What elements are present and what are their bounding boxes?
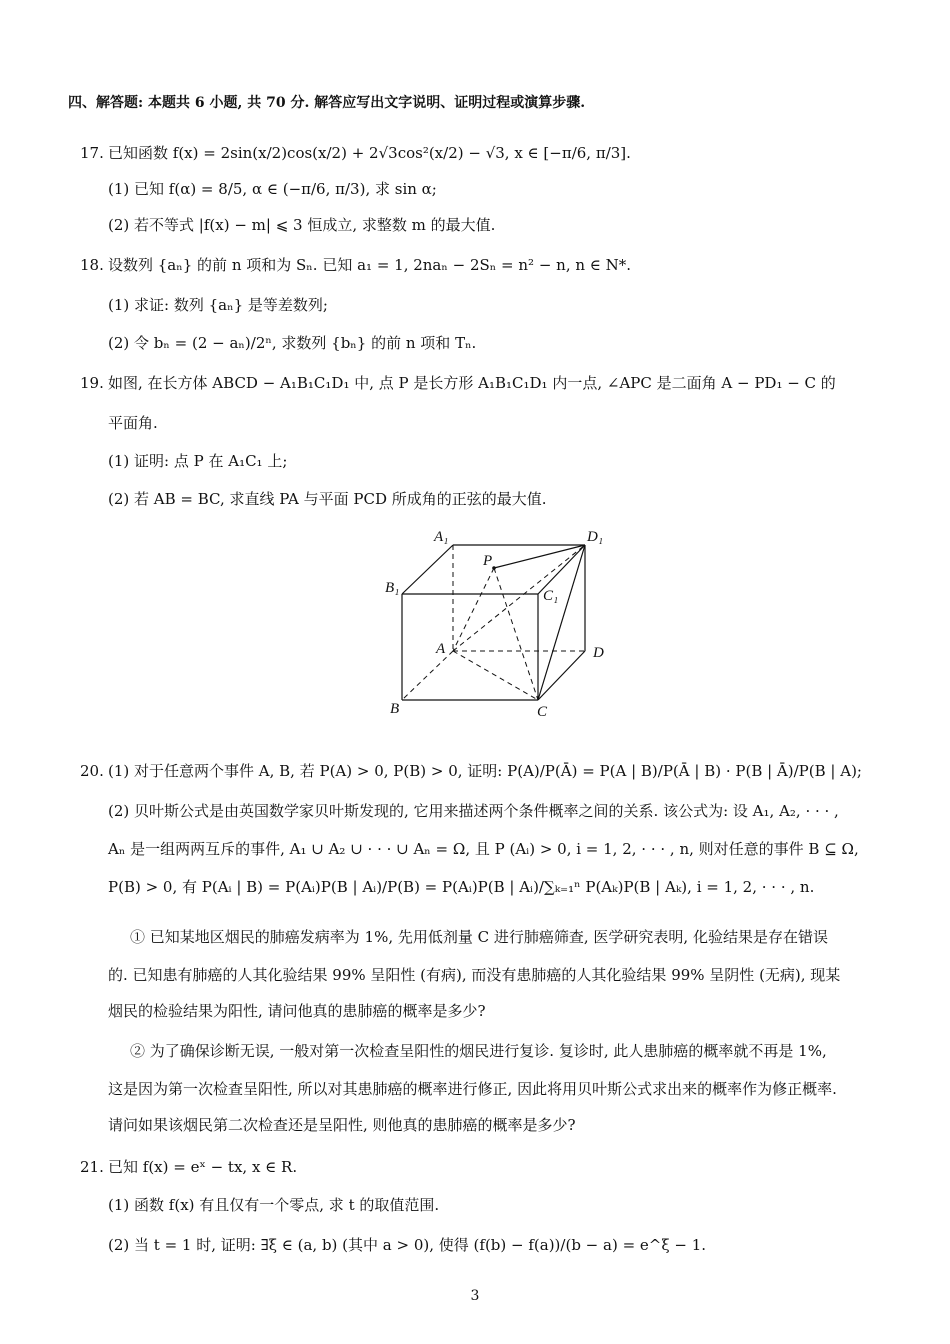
label-d: D xyxy=(593,645,604,661)
problem-20-part-1: (1) 对于任意两个事件 A, B, 若 P(A) > 0, P(B) > 0, 证明: P(A)/P(Ā) = P(A | B)/P(Ā | B) · P(B | Ā)/P(B | A); xyxy=(108,762,862,780)
problem-20-part-2-line2: Aₙ 是一组两两互斥的事件, A₁ ∪ A₂ ∪ · · · ∪ Aₙ = Ω, 且 P (Aᵢ) > 0, i = 1, 2, · · · , n, 则对任意的事件 B ⊆ Ω, xyxy=(108,840,859,858)
edge-d1-c xyxy=(538,545,585,700)
problem-19-stem-line1: 如图, 在长方体 ABCD − A₁B₁C₁D₁ 中, 点 P 是长方形 A₁B₁C₁D₁ 内一点, ∠APC 是二面角 A − PD₁ − C 的 xyxy=(108,374,836,392)
problem-20-part-2-line1: (2) 贝叶斯公式是由英国数学家贝叶斯发现的, 它用来描述两个条件概率之间的关系. 该公式为: 设 A₁, A₂, · · · , xyxy=(108,802,839,820)
problem-19-number: 19. xyxy=(80,374,104,392)
problem-19-part-2: (2) 若 AB = BC, 求直线 PA 与平面 PCD 所成角的正弦的最大值. xyxy=(108,490,547,508)
problem-20-sub-2-line3: 请问如果该烟民第二次检查还是呈阳性, 则他真的患肺癌的概率是多少? xyxy=(108,1116,576,1134)
label-a: A xyxy=(436,641,446,657)
problem-17-stem: 已知函数 f(x) = 2sin(x/2)cos(x/2) + 2√3cos²(x/2) − √3, x ∈ [−π/6, π/3]. xyxy=(108,144,631,162)
edge-a-b xyxy=(402,651,453,700)
problem-20-sub-1-line2: 的. 已知患有肺癌的人其化验结果 99% 呈阳性 (有病), 而没有患肺癌的人其化验结果 99% 呈阴性 (无病), 现某 xyxy=(108,966,841,984)
problem-20-sub-1-line3: 烟民的检验结果为阳性, 请问他真的患肺癌的概率是多少? xyxy=(108,1002,486,1020)
edge-p-a xyxy=(453,568,494,651)
problem-19-part-1: (1) 证明: 点 P 在 A₁C₁ 上; xyxy=(108,452,288,470)
problem-17-part-1: (1) 已知 f(α) = 8/5, α ∈ (−π/6, π/3), 求 sin α; xyxy=(108,180,437,198)
label-c: C xyxy=(537,704,548,720)
section-header: 四、解答题: 本题共 6 小题, 共 70 分. 解答应写出文字说明、证明过程或演算步骤. xyxy=(68,95,586,111)
problem-21-stem: 已知 f(x) = eˣ − tx, x ∈ R. xyxy=(108,1158,298,1176)
problem-18-part-1: (1) 求证: 数列 {aₙ} 是等差数列; xyxy=(108,296,328,314)
page-number: 3 xyxy=(470,1288,480,1304)
problem-20-sub-1-line1: ① 已知某地区烟民的肺癌发病率为 1%, 先用低剂量 C 进行肺癌筛查, 医学研究表明, 化验结果是存在错误 xyxy=(130,928,828,946)
label-d1: D₁ xyxy=(587,529,604,545)
problem-19-stem-line2: 平面角. xyxy=(108,414,158,432)
problem-17-part-2: (2) 若不等式 |f(x) − m| ⩽ 3 恒成立, 求整数 m 的最大值. xyxy=(108,216,496,234)
problem-18-number: 18. xyxy=(80,256,104,274)
edge-d1-c1 xyxy=(538,545,585,594)
edge-p-c xyxy=(494,568,538,700)
problem-21-part-1: (1) 函数 f(x) 有且仅有一个零点, 求 t 的取值范围. xyxy=(108,1196,440,1214)
edge-a-c xyxy=(453,651,538,700)
label-b: B xyxy=(390,701,400,717)
problem-18-part-2: (2) 令 bₙ = (2 − aₙ)/2ⁿ, 求数列 {bₙ} 的前 n 项和 Tₙ. xyxy=(108,334,477,352)
edge-d1-p xyxy=(494,545,585,568)
label-b1: B₁ xyxy=(385,580,400,596)
problem-20-number: 20. xyxy=(80,762,104,780)
edge-a1-b1 xyxy=(402,545,453,594)
label-p: P xyxy=(483,553,493,569)
problem-21-number: 21. xyxy=(80,1158,104,1176)
point-p xyxy=(492,566,496,570)
problem-18-stem: 设数列 {aₙ} 的前 n 项和为 Sₙ. 已知 a₁ = 1, 2naₙ − 2Sₙ = n² − n, n ∈ N*. xyxy=(108,256,632,274)
edge-a-d1 xyxy=(453,545,585,651)
label-a1: A₁ xyxy=(434,529,449,545)
label-c1: C₁ xyxy=(543,588,559,604)
problem-21-part-2: (2) 当 t = 1 时, 证明: ∃ξ ∈ (a, b) (其中 a > 0), 使得 (f(b) − f(a))/(b − a) = e^ξ − 1. xyxy=(108,1236,707,1254)
problem-20-part-2-line3: P(B) > 0, 有 P(Aᵢ | B) = P(Aᵢ)P(B | Aᵢ)/P(B) = P(Aᵢ)P(B | Aᵢ)/∑ₖ₌₁ⁿ P(Aₖ)P(B | Aₖ), i = 1, 2, · · · , n. xyxy=(108,878,815,896)
problem-20-sub-2-line1: ② 为了确保诊断无误, 一般对第一次检查呈阳性的烟民进行复诊. 复诊时, 此人患肺癌的概率就不再是 1%, xyxy=(130,1042,827,1060)
problem-20-sub-2-line2: 这是因为第一次检查呈阳性, 所以对其患肺癌的概率进行修正, 因此将用贝叶斯公式求出来的概率作为修正概率. xyxy=(108,1080,837,1098)
edge-c-d xyxy=(538,651,585,700)
problem-17-number: 17. xyxy=(80,144,104,162)
